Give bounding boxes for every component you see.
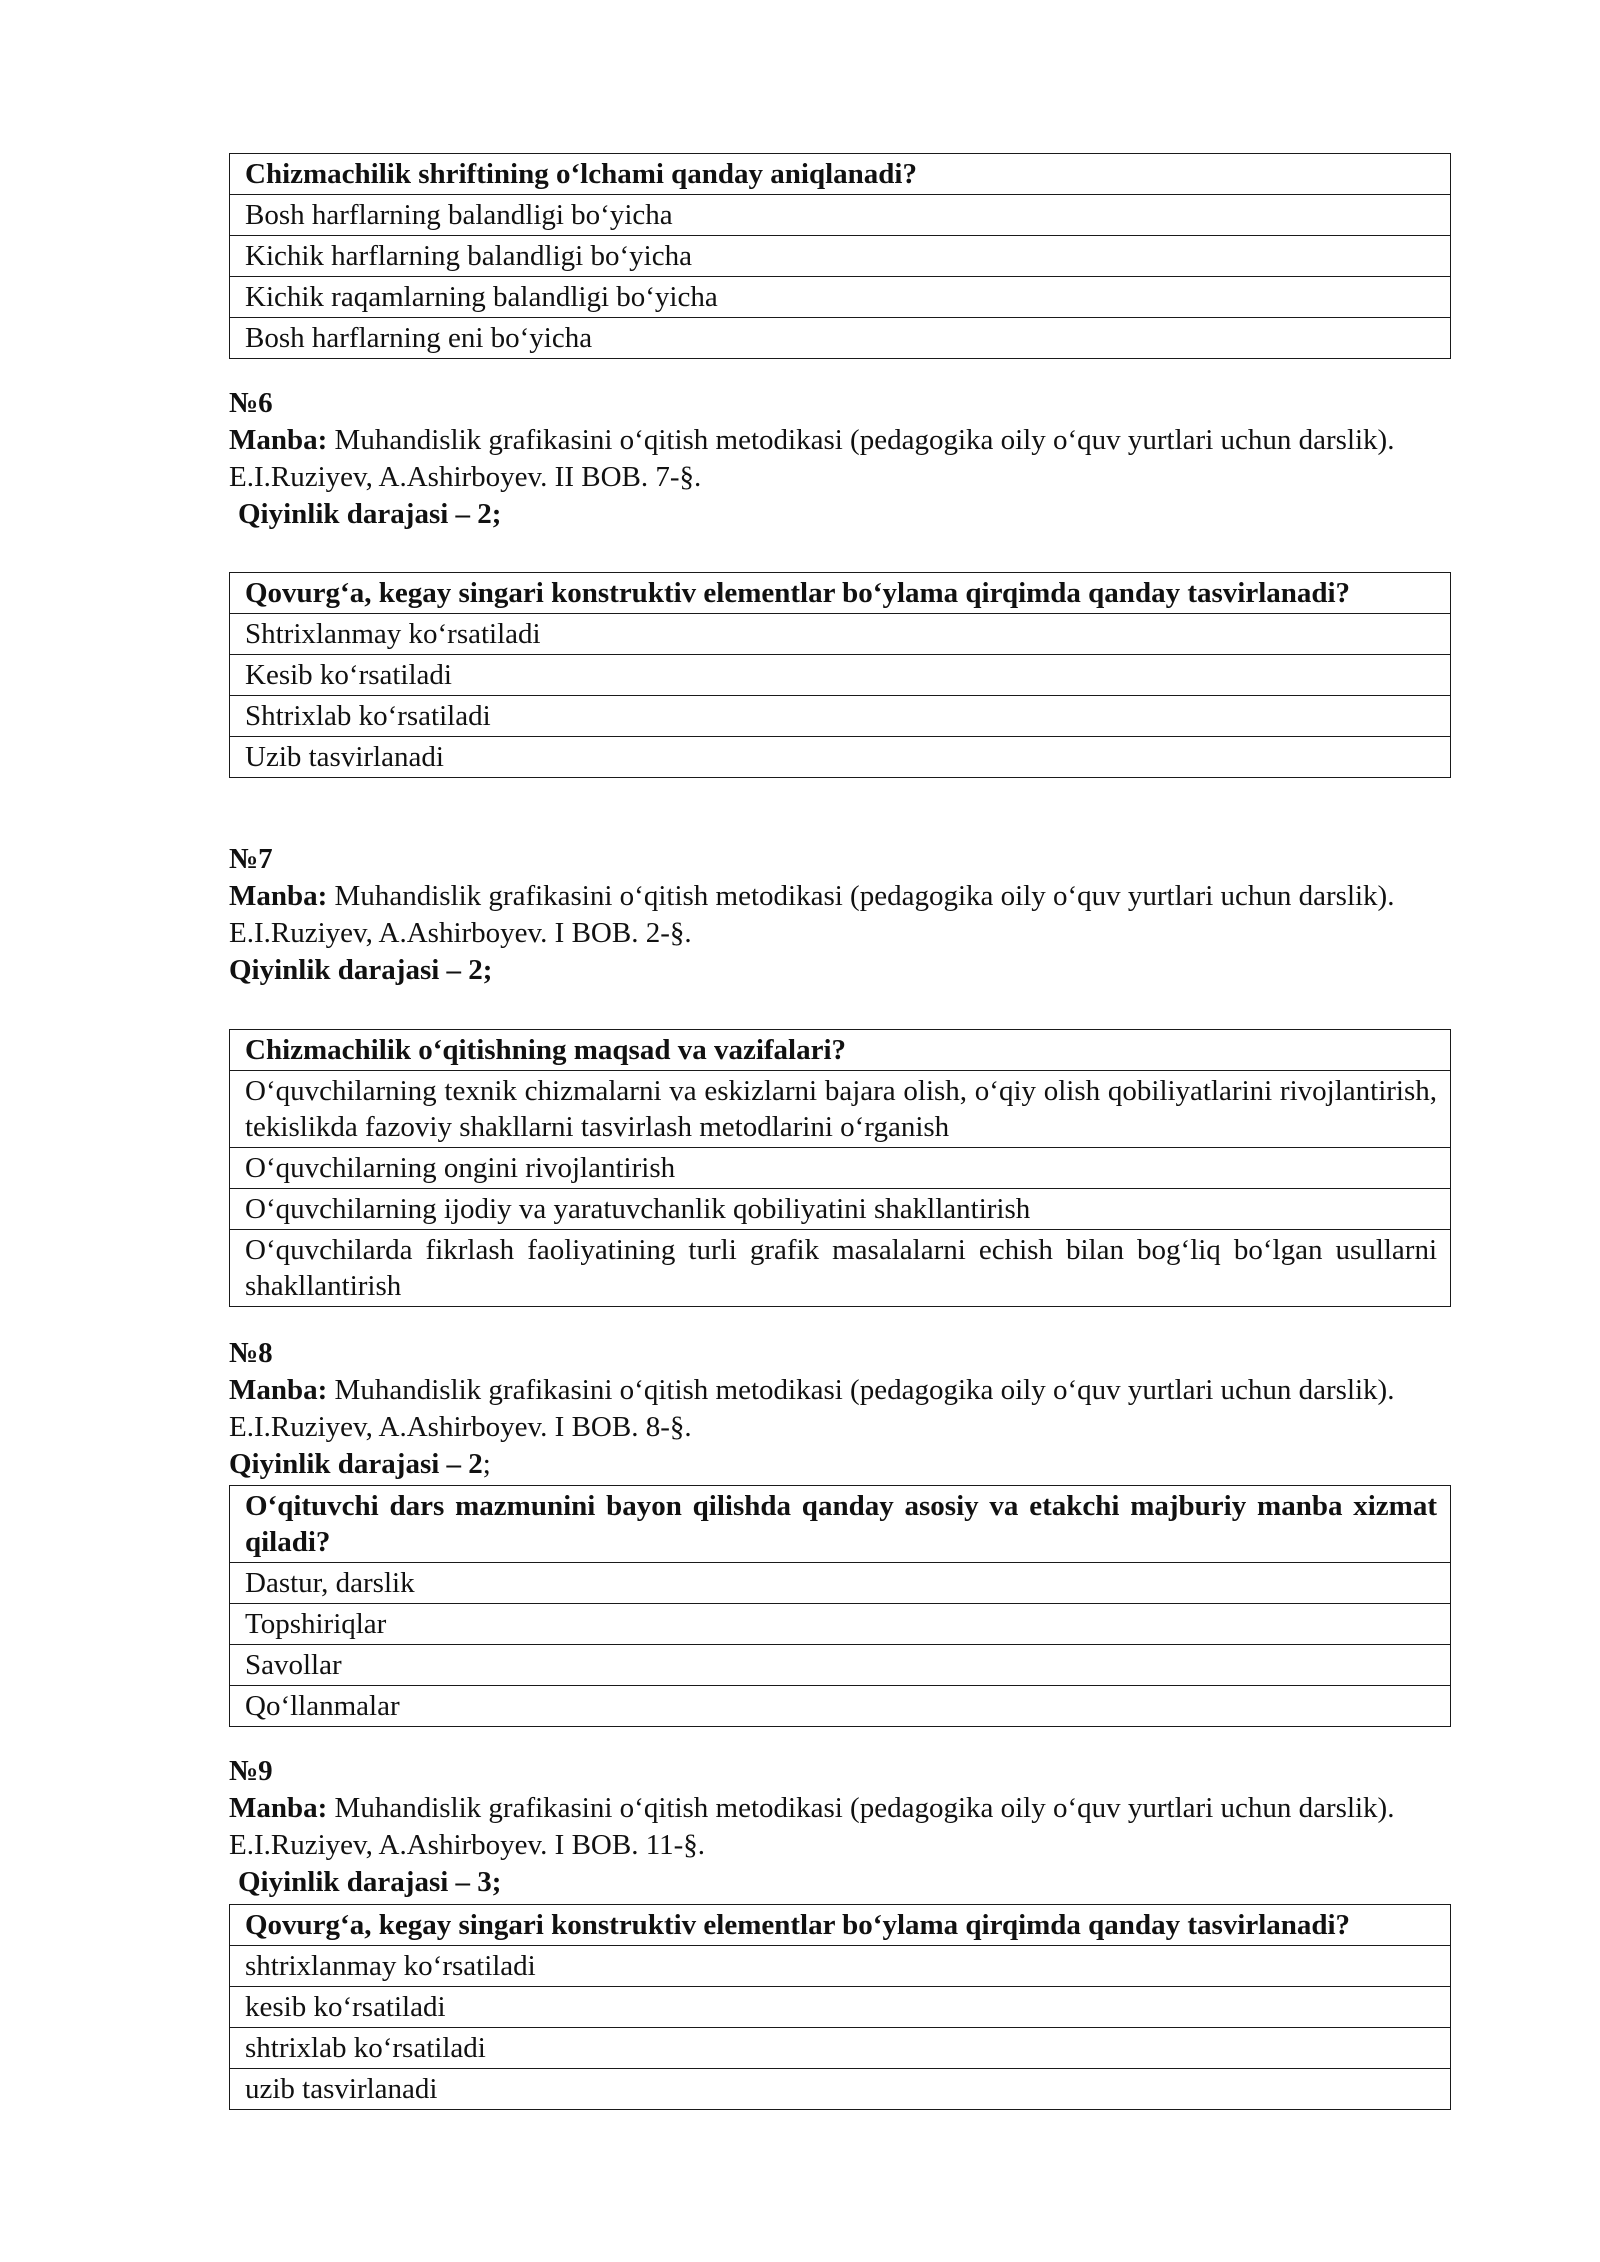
difficulty-line <box>229 1446 1451 1483</box>
answer-text: shtrixlanmay ko‘rsatiladi <box>230 1946 1451 1987</box>
item-number: №8 <box>229 1337 273 1369</box>
answer-text: Topshiriqlar <box>230 1604 1451 1645</box>
answer-row <box>230 1563 1451 1604</box>
answer-text: Kesib ko‘rsatiladi <box>230 655 1451 696</box>
question-row <box>230 1486 1451 1563</box>
item-number: №6 <box>229 387 273 419</box>
difficulty-suffix: ; <box>482 1448 491 1480</box>
answer-text: shtrixlab ko‘rsatiladi <box>230 2028 1451 2069</box>
question-block-7 <box>229 1029 1451 1307</box>
source-line <box>229 878 1451 952</box>
source-text: Muhandislik grafikasini o‘qitish metodikasi (pedagogika oily o‘quv yurtlari uchun darslik). E.I.Ruziyev, A.Ashirboyev. I BOB. 2-§. <box>229 880 1395 949</box>
answer-row <box>230 236 1451 277</box>
question-row <box>230 1030 1451 1071</box>
question-block-9 <box>229 1904 1451 2110</box>
answer-row <box>230 277 1451 318</box>
answer-row <box>230 1148 1451 1189</box>
source-text: Muhandislik grafikasini o‘qitish metodikasi (pedagogika oily o‘quv yurtlari uchun darslik). E.I.Ruziyev, A.Ashirboyev. I BOB. 8-§. <box>229 1374 1395 1443</box>
answer-text: uzib tasvirlanadi <box>230 2069 1451 2110</box>
answer-text: Dastur, darslik <box>230 1563 1451 1604</box>
source-label: Manba: <box>229 424 328 456</box>
answer-row <box>230 1189 1451 1230</box>
answer-text: O‘quvchilarning ongini rivojlantirish <box>230 1148 1451 1189</box>
answer-row <box>230 614 1451 655</box>
answer-text: kesib ko‘rsatiladi <box>230 1987 1451 2028</box>
answer-text: Bosh harflarning balandligi bo‘yicha <box>230 195 1451 236</box>
difficulty-level: Qiyinlik darajasi – 2 <box>229 1448 483 1480</box>
question-row <box>230 154 1451 195</box>
answer-text: Uzib tasvirlanadi <box>230 737 1451 778</box>
item-number: №7 <box>229 843 273 875</box>
source-text: Muhandislik grafikasini o‘qitish metodikasi (pedagogika oily o‘quv yurtlari uchun darslik). E.I.Ruziyev, A.Ashirboyev. II BOB. 7-§. <box>229 424 1395 493</box>
difficulty-level: Qiyinlik darajasi – 3; <box>238 1866 502 1898</box>
source-line <box>229 1790 1451 1864</box>
question-table <box>229 1029 1451 1307</box>
answer-row <box>230 195 1451 236</box>
question-row <box>230 573 1451 614</box>
item-meta-7 <box>229 841 1451 989</box>
answer-row <box>230 1645 1451 1686</box>
answer-text: Shtrixlab ko‘rsatiladi <box>230 696 1451 737</box>
answer-row <box>230 1604 1451 1645</box>
item-meta-8 <box>229 1335 1451 1483</box>
answer-row <box>230 1987 1451 2028</box>
source-label: Manba: <box>229 880 328 912</box>
answer-text: Bosh harflarning eni bo‘yicha <box>230 318 1451 359</box>
answer-row <box>230 2069 1451 2110</box>
question-block-6 <box>229 572 1451 778</box>
question-table <box>229 572 1451 778</box>
question-table <box>229 1904 1451 2110</box>
question-table <box>229 153 1451 359</box>
answer-row <box>230 318 1451 359</box>
item-meta-6 <box>229 385 1451 533</box>
answer-row <box>230 737 1451 778</box>
question-text: Qovurg‘a, kegay singari konstruktiv elementlar bo‘ylama qirqimda qanday tasvirlanadi? <box>230 1905 1451 1946</box>
answer-text: O‘quvchilarning ijodiy va yaratuvchanlik qobiliyatini shakllantirish <box>230 1189 1451 1230</box>
question-block-5 <box>229 153 1451 359</box>
item-number: №9 <box>229 1755 273 1787</box>
answer-text: Kichik raqamlarning balandligi bo‘yicha <box>230 277 1451 318</box>
answer-text: O‘quvchilarning texnik chizmalarni va eskizlarni bajara olish, o‘qiy olish qobiliyatlarini rivojlantirish, tekislikda fazoviy shakllarni tasvirlash metodlarini o‘rganish <box>230 1071 1451 1148</box>
answer-text: Kichik harflarning balandligi bo‘yicha <box>230 236 1451 277</box>
source-line <box>229 1372 1451 1446</box>
answer-row <box>230 1230 1451 1307</box>
source-text: Muhandislik grafikasini o‘qitish metodikasi (pedagogika oily o‘quv yurtlari uchun darslik). E.I.Ruziyev, A.Ashirboyev. I BOB. 11-§. <box>229 1792 1395 1861</box>
question-text: O‘qituvchi dars mazmunini bayon qilishda qanday asosiy va etakchi majburiy manba xizmat qiladi? <box>230 1486 1451 1563</box>
difficulty-level: Qiyinlik darajasi – 2; <box>238 498 502 530</box>
question-text: Qovurg‘a, kegay singari konstruktiv elementlar bo‘ylama qirqimda qanday tasvirlanadi? <box>230 573 1451 614</box>
item-meta-9 <box>229 1753 1451 1901</box>
answer-row <box>230 696 1451 737</box>
source-label: Manba: <box>229 1792 328 1824</box>
question-table <box>229 1485 1451 1727</box>
question-row <box>230 1905 1451 1946</box>
answer-row <box>230 655 1451 696</box>
question-text: Chizmachilik o‘qitishning maqsad va vazifalari? <box>230 1030 1451 1071</box>
answer-row <box>230 1686 1451 1727</box>
answer-row <box>230 1946 1451 1987</box>
source-label: Manba: <box>229 1374 328 1406</box>
answer-text: Savollar <box>230 1645 1451 1686</box>
answer-text: Shtrixlanmay ko‘rsatiladi <box>230 614 1451 655</box>
source-line <box>229 422 1451 496</box>
answer-text: Qo‘llanmalar <box>230 1686 1451 1727</box>
answer-text: O‘quvchilarda fikrlash faoliyatining turli grafik masalalarni echish bilan bog‘liq bo‘lgan usullarni shakllantirish <box>230 1230 1451 1307</box>
question-block-8 <box>229 1485 1451 1727</box>
answer-row <box>230 1071 1451 1148</box>
question-text: Chizmachilik shriftining o‘lchami qanday aniqlanadi? <box>230 154 1451 195</box>
answer-row <box>230 2028 1451 2069</box>
difficulty-level: Qiyinlik darajasi – 2; <box>229 954 493 986</box>
